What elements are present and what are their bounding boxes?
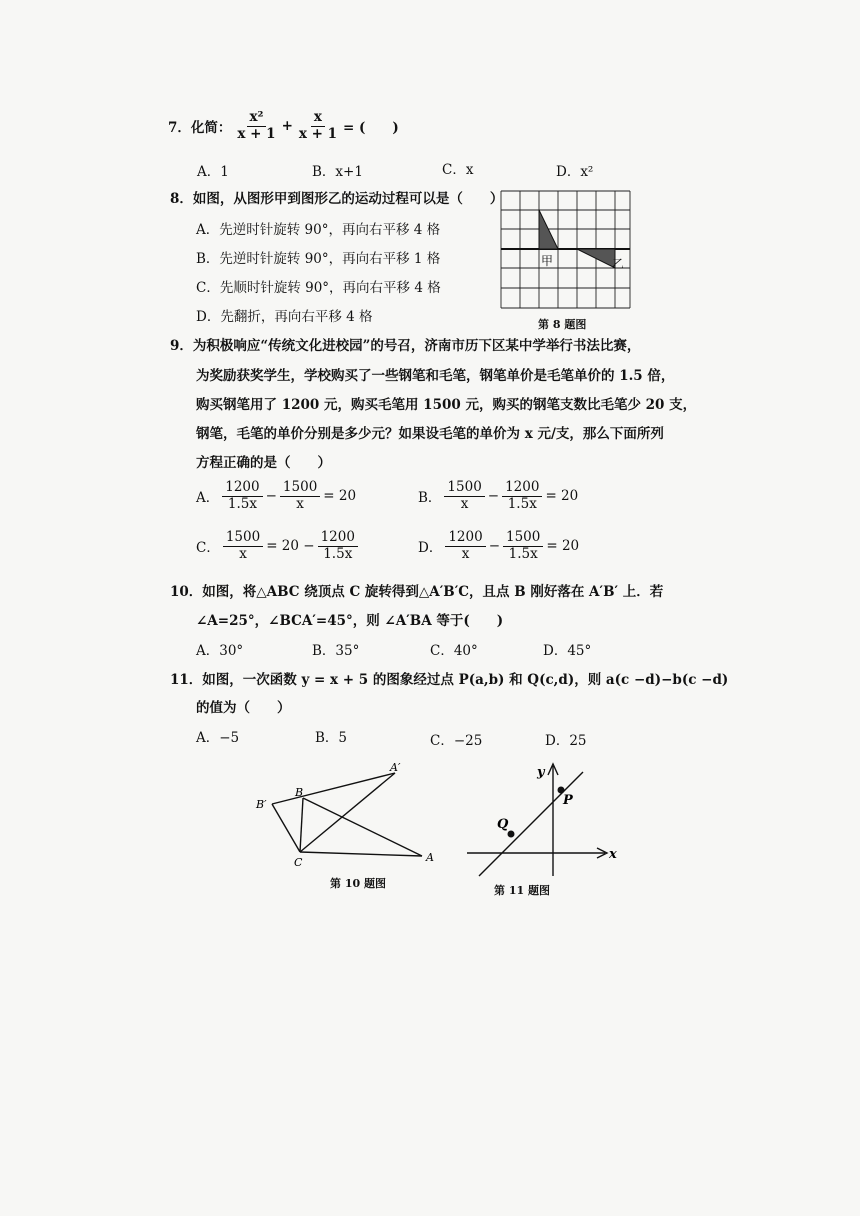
q8-option-a: A．先逆时针旋转 90°，再向右平移 4 格 [196, 222, 441, 238]
q8-label-jia: 甲 [541, 254, 554, 268]
q10-label-b: B [295, 786, 304, 799]
q9-option-a: A． $\frac{1200}{1.5x}$ − $\frac{1500}{x}$ = 20 [196, 479, 357, 512]
q11-label-q: Q [497, 817, 509, 832]
q10-label-a-prime: A′ [390, 761, 401, 774]
q10-option-d: D．45° [543, 643, 592, 659]
q10-figure [250, 760, 450, 870]
q10-line-2: ∠A=25°，∠BCA′=45°，则 ∠A′BA 等于( ) [196, 613, 504, 629]
q10-label-c: C [294, 856, 303, 869]
q7-stem: 7．化简： [168, 120, 232, 137]
q8-caption: 第 8 题图 [538, 318, 587, 331]
q7-fraction-2: $\frac{x}{x + 1}$ [298, 109, 338, 142]
q10-line-1: 10．如图，将△ABC 绕顶点 C 旋转得到△A′B′C，且点 B 刚好落在 A′B′ 上．若 [170, 584, 664, 600]
q10-option-a: A．30° [196, 643, 244, 659]
q7-plus: + [281, 118, 293, 135]
q9-line-2: 为奖励获奖学生，学校购买了一些钢笔和毛笔，钢笔单价是毛笔单价的 1.5 倍， [196, 368, 675, 384]
q8-option-d: D．先翻折，再向右平移 4 格 [196, 309, 373, 325]
q11-label-y: y [537, 765, 545, 780]
q11-line-2: 的值为（ ） [196, 700, 291, 716]
q7-option-c: C．x [442, 162, 474, 178]
q11-option-d: D．25 [545, 733, 587, 749]
q8-stem: 8．如图，从图形甲到图形乙的运动过程可以是（ ） [170, 191, 504, 207]
q7-option-a: A．1 [197, 164, 229, 180]
q11-label-x: x [609, 847, 617, 862]
q10-caption: 第 10 题图 [330, 877, 386, 890]
q11-option-b: B．5 [315, 730, 348, 746]
q10-label-b-prime: B′ [256, 798, 267, 811]
q9-option-b: B． $\frac{1500}{x}$ − $\frac{1200}{1.5x}$ = 20 [418, 479, 579, 512]
q11-caption: 第 11 题图 [494, 884, 550, 897]
q7-option-d: D．x² [556, 164, 594, 180]
q11-label-p: P [563, 793, 573, 808]
q8-figure-grid [500, 190, 632, 312]
q7-option-b: B．x+1 [312, 164, 363, 180]
q8-label-yi: 乙 [612, 257, 625, 271]
q11-option-a: A．−5 [196, 730, 240, 746]
q8-option-c: C．先顺时针旋转 90°，再向右平移 4 格 [196, 280, 441, 296]
q7-stem-line [168, 110, 399, 142]
q11-line-1: 11．如图，一次函数 y = x + 5 的图象经过点 P(a,b) 和 Q(c,d)，则 a(c −d)−b(c −d) [170, 672, 729, 688]
q9-line-5: 方程正确的是（ ） [196, 455, 331, 471]
q8-option-b: B．先逆时针旋转 90°，再向右平移 1 格 [196, 251, 441, 267]
q10-label-a: A [426, 851, 434, 864]
q7-fraction-1: $\frac{\text{x²}}{x + 1}$ [237, 109, 276, 142]
q9-line-3: 购买钢笔用了 1200 元，购买毛笔用 1500 元，购买的钢笔支数比毛笔少 20 支， [196, 397, 697, 413]
q11-point-q [508, 831, 515, 838]
q7-tail: = ( ) [343, 120, 399, 137]
q9-line-4: 钢笔，毛笔的单价分别是多少元？如果设毛笔的单价为 x 元/支，那么下面所列 [196, 426, 664, 442]
q11-option-c: C．−25 [430, 733, 483, 749]
q9-option-c: C． $\frac{1500}{x}$ = 20 − $\frac{1200}{1.5x}$ [196, 530, 361, 562]
q11-figure [465, 758, 615, 880]
q9-line-1: 9．为积极响应“传统文化进校园”的号召，济南市历下区某中学举行书法比赛， [170, 338, 641, 354]
q10-option-c: C．40° [430, 643, 478, 659]
q9-option-d: D． $\frac{1200}{x}$ − $\frac{1500}{1.5x}$ = 20 [418, 529, 580, 562]
q10-option-b: B．35° [312, 643, 360, 659]
q8-shape-jia [539, 210, 558, 249]
